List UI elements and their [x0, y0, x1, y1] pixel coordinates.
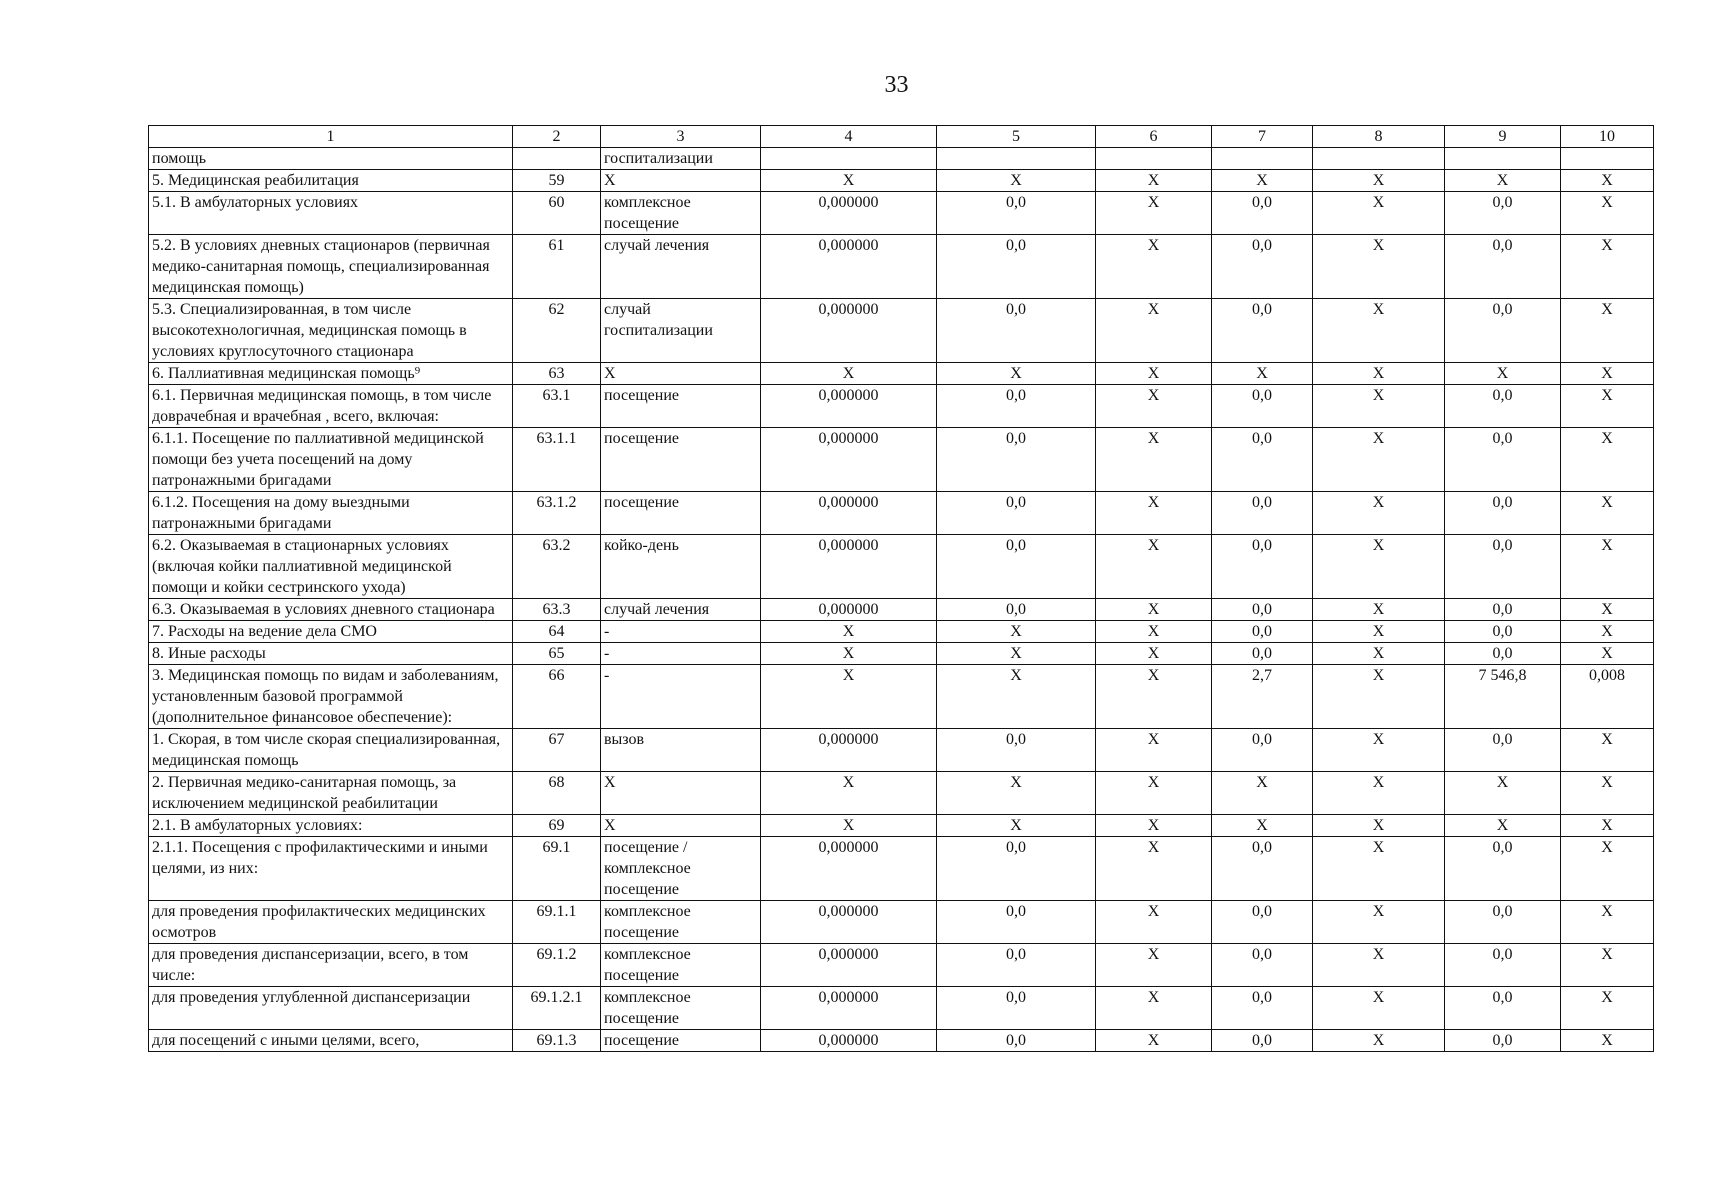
table-cell: X	[1096, 492, 1212, 535]
table-cell: 0,0	[1212, 944, 1313, 987]
column-header: 4	[761, 126, 937, 148]
table-cell: X	[761, 621, 937, 643]
table-cell: 0,0	[1445, 385, 1561, 428]
table-cell: X	[1212, 363, 1313, 385]
table-cell: 0,0	[1445, 299, 1561, 363]
table-row	[149, 299, 1654, 363]
table-cell: X	[1561, 299, 1654, 363]
table-cell: госпитализации	[601, 148, 761, 170]
table-cell: 0,0	[1212, 837, 1313, 901]
table-cell: X	[1445, 170, 1561, 192]
column-header: 7	[1212, 126, 1313, 148]
table-cell: X	[937, 363, 1096, 385]
table-cell: X	[1313, 599, 1445, 621]
table-cell: вызов	[601, 729, 761, 772]
data-table	[148, 125, 1654, 1052]
table-cell: X	[1561, 944, 1654, 987]
table-cell: X	[1313, 772, 1445, 815]
table-cell: X	[1313, 385, 1445, 428]
table-cell: 0,0	[937, 385, 1096, 428]
table-cell: -	[601, 621, 761, 643]
table-cell: X	[761, 815, 937, 837]
table-cell: 6.1.1. Посещение по паллиативной медицинской помощи без учета посещений на дому патронажными бригадами	[149, 428, 513, 492]
table-cell: 68	[513, 772, 601, 815]
table-cell: 69.1.3	[513, 1030, 601, 1052]
table-cell: 69.1.2.1	[513, 987, 601, 1030]
table-cell: X	[1096, 901, 1212, 944]
table-cell: 0,0	[1445, 901, 1561, 944]
table-cell: X	[1096, 944, 1212, 987]
table-row	[149, 987, 1654, 1030]
table-cell: X	[601, 772, 761, 815]
table-cell: X	[1561, 837, 1654, 901]
table-cell: 6.2. Оказываемая в стационарных условиях (включая койки паллиативной медицинской помощи и койки сестринского ухода)	[149, 535, 513, 599]
table-cell: X	[1096, 535, 1212, 599]
table-cell: 6.1.2. Посещения на дому выездными патронажными бригадами	[149, 492, 513, 535]
table-cell: 0,000000	[761, 729, 937, 772]
table-cell: 0,0	[1445, 621, 1561, 643]
table-cell: X	[1212, 170, 1313, 192]
table-cell: 0,0	[937, 944, 1096, 987]
table-cell: 0,008	[1561, 665, 1654, 729]
table-cell: 2. Первичная медико-санитарная помощь, за исключением медицинской реабилитации	[149, 772, 513, 815]
table-cell: 0,0	[1445, 599, 1561, 621]
table-cell: 6. Паллиативная медицинская помощь⁹	[149, 363, 513, 385]
table-cell: 0,000000	[761, 901, 937, 944]
table-cell: X	[761, 363, 937, 385]
table-cell: 0,0	[1445, 428, 1561, 492]
table-cell: X	[1212, 772, 1313, 815]
table-cell	[1096, 148, 1212, 170]
table-cell: 5.3. Специализированная, в том числе высокотехнологичная, медицинская помощь в условиях круглосуточного стационара	[149, 299, 513, 363]
table-cell: комплексное посещение	[601, 944, 761, 987]
table-cell: случай лечения	[601, 599, 761, 621]
table-cell: посещение	[601, 428, 761, 492]
table-cell: 0,0	[937, 535, 1096, 599]
table-cell: X	[937, 170, 1096, 192]
table-cell: 3. Медицинская помощь по видам и заболеваниям, установленным базовой программой (дополнительное финансовое обеспечение):	[149, 665, 513, 729]
table-cell: X	[1096, 170, 1212, 192]
table-row	[149, 235, 1654, 299]
table-cell: X	[1313, 837, 1445, 901]
table-cell: 0,0	[1445, 535, 1561, 599]
table-cell: X	[937, 815, 1096, 837]
table-cell: X	[1096, 837, 1212, 901]
table-cell: X	[1313, 665, 1445, 729]
table-cell: 0,0	[937, 1030, 1096, 1052]
table-cell: 5.2. В условиях дневных стационаров (первичная медико-санитарная помощь, специализированная медицинская помощь)	[149, 235, 513, 299]
column-header: 3	[601, 126, 761, 148]
table-cell: 0,0	[1445, 729, 1561, 772]
table-row	[149, 192, 1654, 235]
table-cell: X	[761, 665, 937, 729]
table-cell: 0,0	[1212, 492, 1313, 535]
table-cell: 7 546,8	[1445, 665, 1561, 729]
table-cell: 0,000000	[761, 299, 937, 363]
table-cell: X	[1212, 815, 1313, 837]
column-header: 5	[937, 126, 1096, 148]
table-cell: X	[1561, 599, 1654, 621]
table-cell	[1313, 148, 1445, 170]
table-cell: для проведения углубленной диспансеризации	[149, 987, 513, 1030]
table-cell: X	[1561, 428, 1654, 492]
table-cell: 60	[513, 192, 601, 235]
table-cell: 0,0	[937, 299, 1096, 363]
table-cell: X	[1561, 192, 1654, 235]
table-cell: 0,0	[937, 729, 1096, 772]
table-cell: 63.1	[513, 385, 601, 428]
table-cell: 0,0	[1445, 192, 1561, 235]
table-cell: 0,0	[1445, 643, 1561, 665]
table-cell: X	[1313, 428, 1445, 492]
column-header: 10	[1561, 126, 1654, 148]
table-cell: 69	[513, 815, 601, 837]
table-cell: X	[1561, 170, 1654, 192]
table-cell: 0,0	[1445, 837, 1561, 901]
table-cell: X	[1561, 643, 1654, 665]
table-cell: X	[1096, 987, 1212, 1030]
table-cell: X	[1313, 643, 1445, 665]
table-cell: 0,0	[1212, 599, 1313, 621]
table-cell: X	[761, 772, 937, 815]
table-cell: X	[761, 170, 937, 192]
table-cell: X	[1445, 772, 1561, 815]
table-cell: X	[1561, 492, 1654, 535]
table-cell: 63.3	[513, 599, 601, 621]
table-cell: X	[1313, 492, 1445, 535]
table-cell: X	[1313, 815, 1445, 837]
table-cell: 0,0	[1212, 299, 1313, 363]
table-row	[149, 815, 1654, 837]
table-cell: 0,0	[937, 901, 1096, 944]
table-cell: X	[1096, 772, 1212, 815]
table-cell: 0,0	[1445, 987, 1561, 1030]
table-cell: X	[1313, 987, 1445, 1030]
table-cell: 0,0	[937, 428, 1096, 492]
table-cell: X	[1096, 621, 1212, 643]
table-cell: 0,0	[1212, 729, 1313, 772]
table-cell: X	[1561, 772, 1654, 815]
table-cell: X	[1313, 901, 1445, 944]
table-cell: 64	[513, 621, 601, 643]
table-cell: X	[601, 363, 761, 385]
table-cell: X	[1313, 729, 1445, 772]
table-cell: 0,0	[1212, 1030, 1313, 1052]
table-cell: 0,0	[937, 837, 1096, 901]
table-row	[149, 148, 1654, 170]
table-cell: для проведения диспансеризации, всего, в том числе:	[149, 944, 513, 987]
table-cell: 69.1.1	[513, 901, 601, 944]
table-cell: 0,0	[937, 987, 1096, 1030]
table-cell: 0,000000	[761, 385, 937, 428]
table-row	[149, 621, 1654, 643]
table-cell: 67	[513, 729, 601, 772]
table-cell: X	[1096, 192, 1212, 235]
table-cell: посещение / комплексное посещение	[601, 837, 761, 901]
table-cell: 0,000000	[761, 837, 937, 901]
table-cell: 0,000000	[761, 987, 937, 1030]
table-row	[149, 1030, 1654, 1052]
table-cell: 66	[513, 665, 601, 729]
table-cell: комплексное посещение	[601, 192, 761, 235]
table-cell: 0,0	[937, 235, 1096, 299]
table-cell: 0,0	[937, 492, 1096, 535]
table-cell: 63	[513, 363, 601, 385]
table-cell: 63.1.1	[513, 428, 601, 492]
table-cell: X	[1096, 815, 1212, 837]
table-cell: X	[1445, 815, 1561, 837]
table-cell: X	[1561, 235, 1654, 299]
table-row	[149, 643, 1654, 665]
table-cell: 7. Расходы на ведение дела СМО	[149, 621, 513, 643]
table-cell: 2.1. В амбулаторных условиях:	[149, 815, 513, 837]
table-row	[149, 772, 1654, 815]
table-cell: случай госпитализации	[601, 299, 761, 363]
table-cell	[1445, 148, 1561, 170]
column-header: 2	[513, 126, 601, 148]
table-cell: посещение	[601, 492, 761, 535]
table-cell: 0,000000	[761, 944, 937, 987]
page-number: 33	[884, 72, 909, 98]
table-cell: X	[1096, 385, 1212, 428]
table-cell: X	[1313, 363, 1445, 385]
table-cell: X	[1096, 363, 1212, 385]
table-cell: 0,0	[1445, 1030, 1561, 1052]
table-cell: 59	[513, 170, 601, 192]
table-cell: 0,0	[1445, 492, 1561, 535]
table-cell: 69.1	[513, 837, 601, 901]
table-cell: 0,0	[1212, 987, 1313, 1030]
table-cell: 0,000000	[761, 1030, 937, 1052]
table-cell: 0,000000	[761, 235, 937, 299]
header-row	[149, 126, 1654, 148]
table-cell	[761, 148, 937, 170]
table-cell: 0,0	[937, 192, 1096, 235]
table-cell: X	[1313, 235, 1445, 299]
table-cell: X	[1561, 535, 1654, 599]
table-cell: 0,0	[937, 599, 1096, 621]
table-cell: 61	[513, 235, 601, 299]
table-cell: -	[601, 643, 761, 665]
column-header: 9	[1445, 126, 1561, 148]
table-cell: 5. Медицинская реабилитация	[149, 170, 513, 192]
table-cell: X	[1561, 621, 1654, 643]
table-cell: X	[1561, 815, 1654, 837]
table-cell: 62	[513, 299, 601, 363]
table-cell: X	[1313, 170, 1445, 192]
column-header: 8	[1313, 126, 1445, 148]
table-cell: X	[1096, 665, 1212, 729]
table-cell: 0,0	[1212, 192, 1313, 235]
table-cell: койко-день	[601, 535, 761, 599]
table-cell: посещение	[601, 1030, 761, 1052]
table-cell: -	[601, 665, 761, 729]
table-cell: комплексное посещение	[601, 987, 761, 1030]
table-cell: X	[937, 665, 1096, 729]
table-cell: X	[1561, 987, 1654, 1030]
table-cell: X	[1561, 1030, 1654, 1052]
table-cell: 0,000000	[761, 192, 937, 235]
table-cell: 0,000000	[761, 535, 937, 599]
table-cell: X	[1561, 363, 1654, 385]
table-cell: 8. Иные расходы	[149, 643, 513, 665]
table-cell: X	[1313, 1030, 1445, 1052]
table-row	[149, 385, 1654, 428]
table-row	[149, 729, 1654, 772]
table-cell: 0,000000	[761, 599, 937, 621]
table-cell: 5.1. В амбулаторных условиях	[149, 192, 513, 235]
table-cell: X	[761, 643, 937, 665]
table-cell: 0,0	[1445, 235, 1561, 299]
table-cell: X	[1313, 535, 1445, 599]
table-cell: 0,0	[1212, 535, 1313, 599]
table-body	[149, 148, 1654, 1052]
table-cell: X	[937, 772, 1096, 815]
table-cell: помощь	[149, 148, 513, 170]
table-cell: X	[1445, 363, 1561, 385]
column-header: 1	[149, 126, 513, 148]
table-cell: 6.3. Оказываемая в условиях дневного стационара	[149, 599, 513, 621]
table-cell: X	[1096, 299, 1212, 363]
table-cell: X	[1313, 944, 1445, 987]
table-cell: X	[1096, 599, 1212, 621]
table-cell: 0,0	[1212, 621, 1313, 643]
table-cell: 0,000000	[761, 428, 937, 492]
table-cell	[1561, 148, 1654, 170]
column-header: 6	[1096, 126, 1212, 148]
table-cell: 0,0	[1212, 235, 1313, 299]
table-row	[149, 428, 1654, 492]
table-row	[149, 170, 1654, 192]
table-cell: 6.1. Первичная медицинская помощь, в том числе доврачебная и врачебная , всего, включая:	[149, 385, 513, 428]
table-cell: 0,0	[1212, 428, 1313, 492]
table-cell: 1. Скорая, в том числе скорая специализированная, медицинская помощь	[149, 729, 513, 772]
table-cell: 0,0	[1212, 901, 1313, 944]
table-cell: случай лечения	[601, 235, 761, 299]
table-cell: посещение	[601, 385, 761, 428]
table-cell: X	[1313, 192, 1445, 235]
table-row	[149, 901, 1654, 944]
table-row	[149, 944, 1654, 987]
table-row	[149, 599, 1654, 621]
table-cell	[1212, 148, 1313, 170]
table-cell: X	[1096, 1030, 1212, 1052]
table-cell: 0,0	[1445, 944, 1561, 987]
table-cell: X	[937, 643, 1096, 665]
table-cell: X	[1096, 729, 1212, 772]
table-cell: 63.1.2	[513, 492, 601, 535]
table-cell: 2.1.1. Посещения с профилактическими и иными целями, из них:	[149, 837, 513, 901]
table-cell: X	[1561, 385, 1654, 428]
table-cell: X	[1096, 428, 1212, 492]
table-cell: 69.1.2	[513, 944, 601, 987]
table-cell: 2,7	[1212, 665, 1313, 729]
table-cell: для проведения профилактических медицинских осмотров	[149, 901, 513, 944]
table-cell: комплексное посещение	[601, 901, 761, 944]
table-cell	[513, 148, 601, 170]
table-cell: для посещений с иными целями, всего,	[149, 1030, 513, 1052]
table-row	[149, 837, 1654, 901]
table-cell: X	[1096, 643, 1212, 665]
table-cell: 63.2	[513, 535, 601, 599]
table-row	[149, 665, 1654, 729]
table-row	[149, 492, 1654, 535]
table-cell: X	[601, 815, 761, 837]
table-cell: X	[1561, 901, 1654, 944]
table-cell: 0,0	[1212, 643, 1313, 665]
table-row	[149, 535, 1654, 599]
table-cell: 65	[513, 643, 601, 665]
table-cell	[937, 148, 1096, 170]
table-cell: X	[601, 170, 761, 192]
table-cell: 0,0	[1212, 385, 1313, 428]
table-cell: 0,000000	[761, 492, 937, 535]
table-row	[149, 363, 1654, 385]
table-cell: X	[1096, 235, 1212, 299]
table-cell: X	[937, 621, 1096, 643]
table-cell: X	[1561, 729, 1654, 772]
table-cell: X	[1313, 299, 1445, 363]
table-cell: X	[1313, 621, 1445, 643]
